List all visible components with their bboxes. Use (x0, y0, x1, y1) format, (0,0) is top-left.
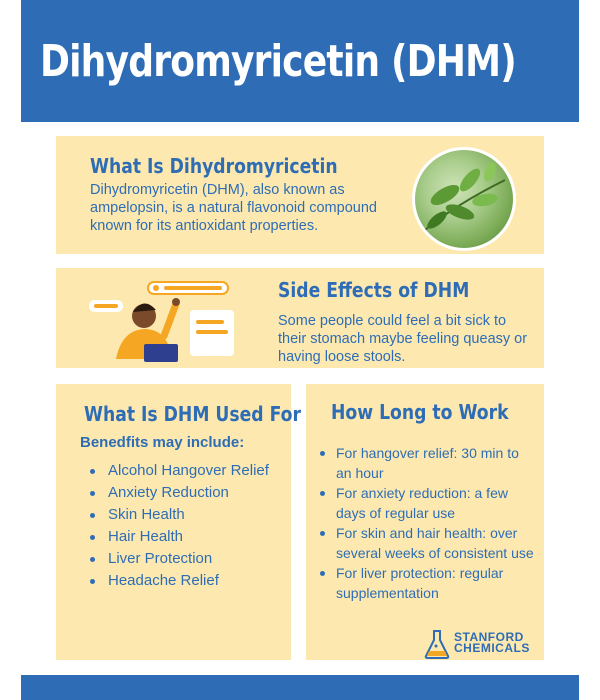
logo-line2: CHEMICALS (454, 641, 530, 655)
used-for-heading: What Is DHM Used For (84, 402, 301, 426)
list-item: Alcohol Hangover Relief (108, 460, 283, 482)
list-item: Headache Relief (108, 570, 283, 592)
stanford-chemicals-logo (424, 629, 542, 659)
benefits-list (108, 460, 283, 592)
list-item: Hair Health (108, 526, 283, 548)
logo-line1: STANFORD (454, 630, 524, 644)
what-is-dhm-text: Dihydromyricetin (DHM), also known as ampelopsin, is a natural flavonoid compound known for its antioxidant properties. (90, 182, 377, 234)
leaf-icon (415, 150, 513, 248)
plant-photo (412, 147, 516, 251)
list-item: Liver Protection (108, 548, 283, 570)
list-item: Anxiety Reduction (108, 482, 283, 504)
page-title: Dihydromyricetin (DHM) (40, 36, 516, 87)
how-long-heading: How Long to Work (331, 400, 509, 424)
used-for-card (56, 384, 301, 660)
flask-icon (424, 629, 450, 659)
side-effects-text: Some people could feel a bit sick to their stomach maybe feeling queasy or having loose stools. (278, 313, 528, 365)
list-item: For liver protection: regular supplementation (336, 563, 536, 603)
how-long-card (306, 384, 544, 660)
timing-list (336, 443, 536, 603)
benefits-subheading: Benedfits may include: (80, 434, 245, 451)
what-is-dhm-heading: What Is Dihydromyricetin (90, 154, 338, 178)
side-effects-card (56, 268, 544, 368)
person-laptop-illustration (86, 274, 246, 364)
footer-banner (21, 675, 579, 700)
list-item: For hangover relief: 30 min to an hour (336, 443, 536, 483)
side-effects-heading: Side Effects of DHM (278, 278, 470, 302)
what-is-dhm-card (56, 136, 544, 254)
list-item: Skin Health (108, 504, 283, 526)
list-item: For anxiety reduction: a few days of regular use (336, 483, 536, 523)
list-item: For skin and hair health: over several weeks of consistent use (336, 523, 536, 563)
